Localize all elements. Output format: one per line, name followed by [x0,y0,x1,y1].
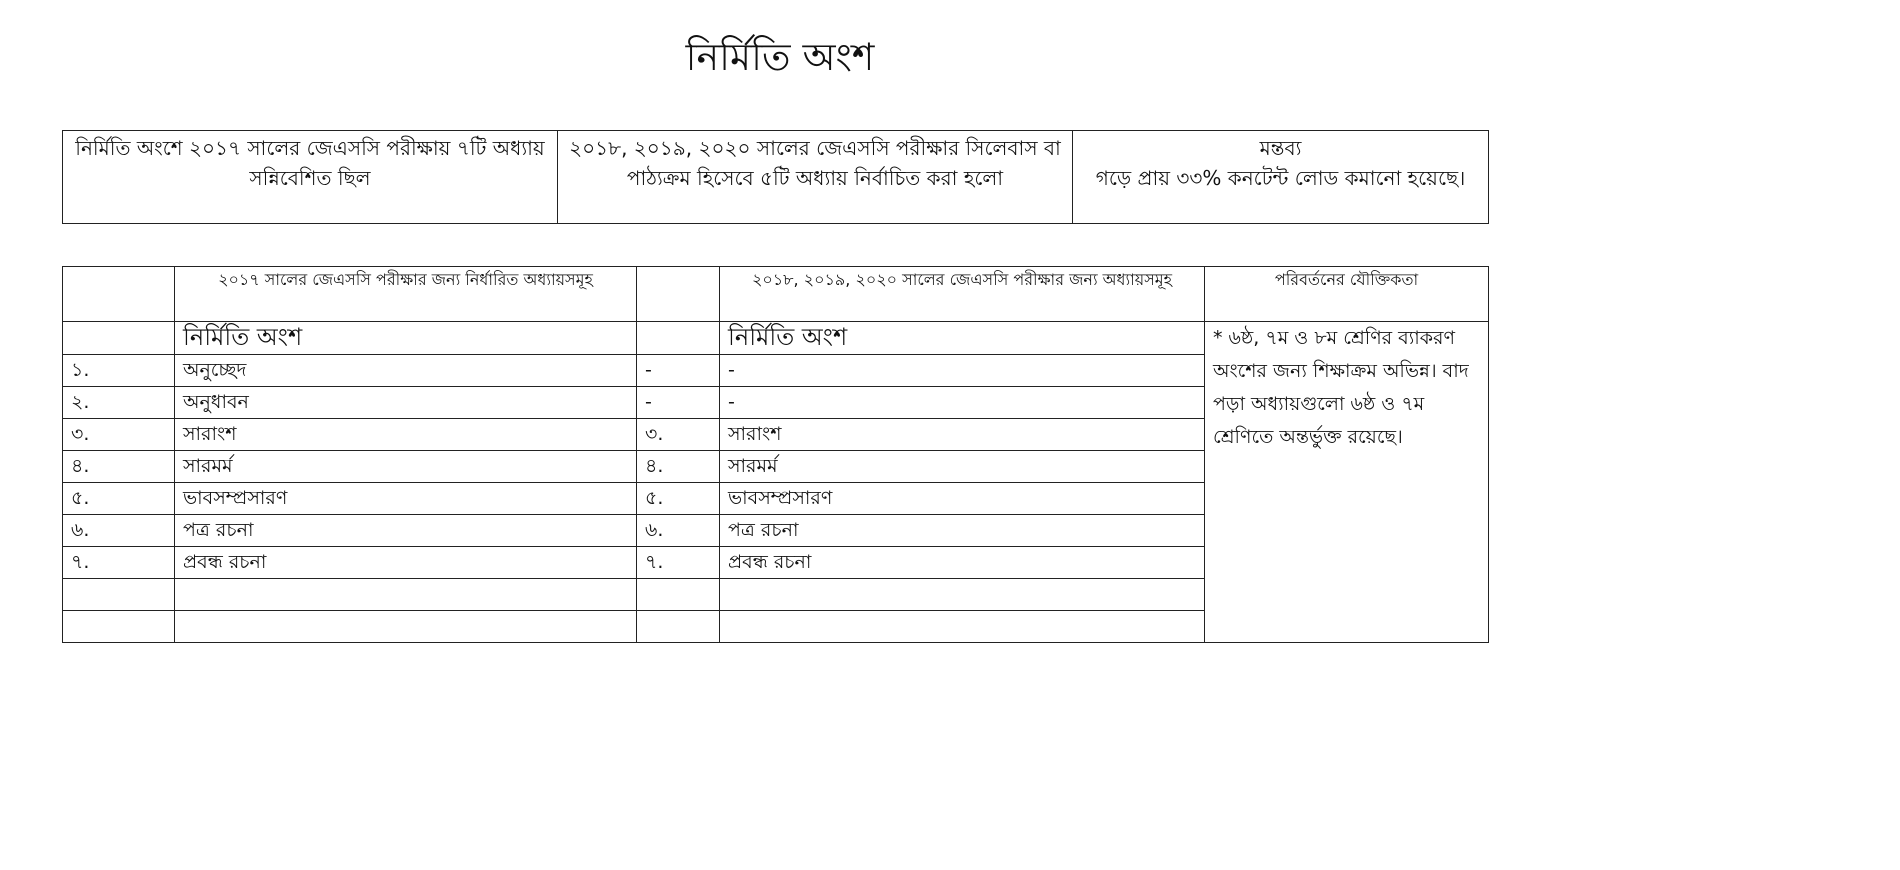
chapter-2018: - [720,355,1205,387]
number-2017: ৭. [63,547,175,579]
section-2018: নির্মিতি অংশ [720,322,1205,355]
header-reason: পরিবর্তনের যৌক্তিকতা [1205,267,1489,322]
chapter-2018: সারাংশ [720,419,1205,451]
number-2017: ৬. [63,515,175,547]
chapter-2017: সারাংশ [175,419,637,451]
chapter-2018 [720,611,1205,643]
page-title: নির্মিতি অংশ [685,35,875,79]
chapter-2017: অনুচ্ছেদ [175,355,637,387]
section-row [63,322,1489,355]
number-2017: ৪. [63,451,175,483]
summary-remark [1073,131,1489,224]
chapter-2018: পত্র রচনা [720,515,1205,547]
remark-text: গড়ে প্রায় ৩৩% কনটেন্ট লোড কমানো হয়েছে। [1095,166,1466,190]
chapter-2018: - [720,387,1205,419]
number-2018: ৩. [637,419,720,451]
header-2018: ২০১৮, ২০১৯, ২০২০ সালের জেএসসি পরীক্ষার জন্য অধ্যায়সমূহ [720,267,1205,322]
chapter-2017: প্রবন্ধ রচনা [175,547,637,579]
chapter-2017: সারমর্ম [175,451,637,483]
number-2017: ২. [63,387,175,419]
number-2017: ১. [63,355,175,387]
chapters-table [62,266,1489,643]
chapter-2017: পত্র রচনা [175,515,637,547]
number-2018: ৪. [637,451,720,483]
chapter-2017: অনুধাবন [175,387,637,419]
number-2017 [63,611,175,643]
number-2018: - [637,387,720,419]
chapter-2018: সারমর্ম [720,451,1205,483]
number-2017: ৩. [63,419,175,451]
header-row [63,267,1489,322]
chapter-2017 [175,579,637,611]
chapter-2018: প্রবন্ধ রচনা [720,547,1205,579]
number-2018: ৭. [637,547,720,579]
chapter-2017 [175,611,637,643]
number-2018: ৬. [637,515,720,547]
reason-text: * ৬ষ্ঠ, ৭ম ও ৮ম শ্রেণির ব্যাকরণ অংশের জন্য শিক্ষাক্রম অভিন্ন। বাদ পড়া অধ্যায়গুলো ৬ষ্ঠ ও ৭ম শ্রেণিতে অন্তর্ভুক্ত রয়েছে। [1205,322,1489,643]
number-2018: ৫. [637,483,720,515]
summary-table [62,130,1489,224]
number-2017 [63,579,175,611]
section-2017: নির্মিতি অংশ [175,322,637,355]
chapter-2018: ভাবসম্প্রসারণ [720,483,1205,515]
number-2018 [637,579,720,611]
chapter-2018 [720,579,1205,611]
summary-2017: নির্মিতি অংশে ২০১৭ সালের জেএসসি পরীক্ষায় ৭টি অধ্যায় সন্নিবেশিত ছিল [63,131,558,224]
remark-heading: মন্তব্য [1259,136,1302,160]
number-2018 [637,611,720,643]
number-2017: ৫. [63,483,175,515]
summary-2018: ২০১৮, ২০১৯, ২০২০ সালের জেএসসি পরীক্ষার সিলেবাস বা পাঠ্যক্রম হিসেবে ৫টি অধ্যায় নির্বাচিত করা হলো [558,131,1073,224]
header-2017: ২০১৭ সালের জেএসসি পরীক্ষার জন্য নির্ধারিত অধ্যায়সমূহ [175,267,637,322]
chapter-2017: ভাবসম্প্রসারণ [175,483,637,515]
number-2018: - [637,355,720,387]
